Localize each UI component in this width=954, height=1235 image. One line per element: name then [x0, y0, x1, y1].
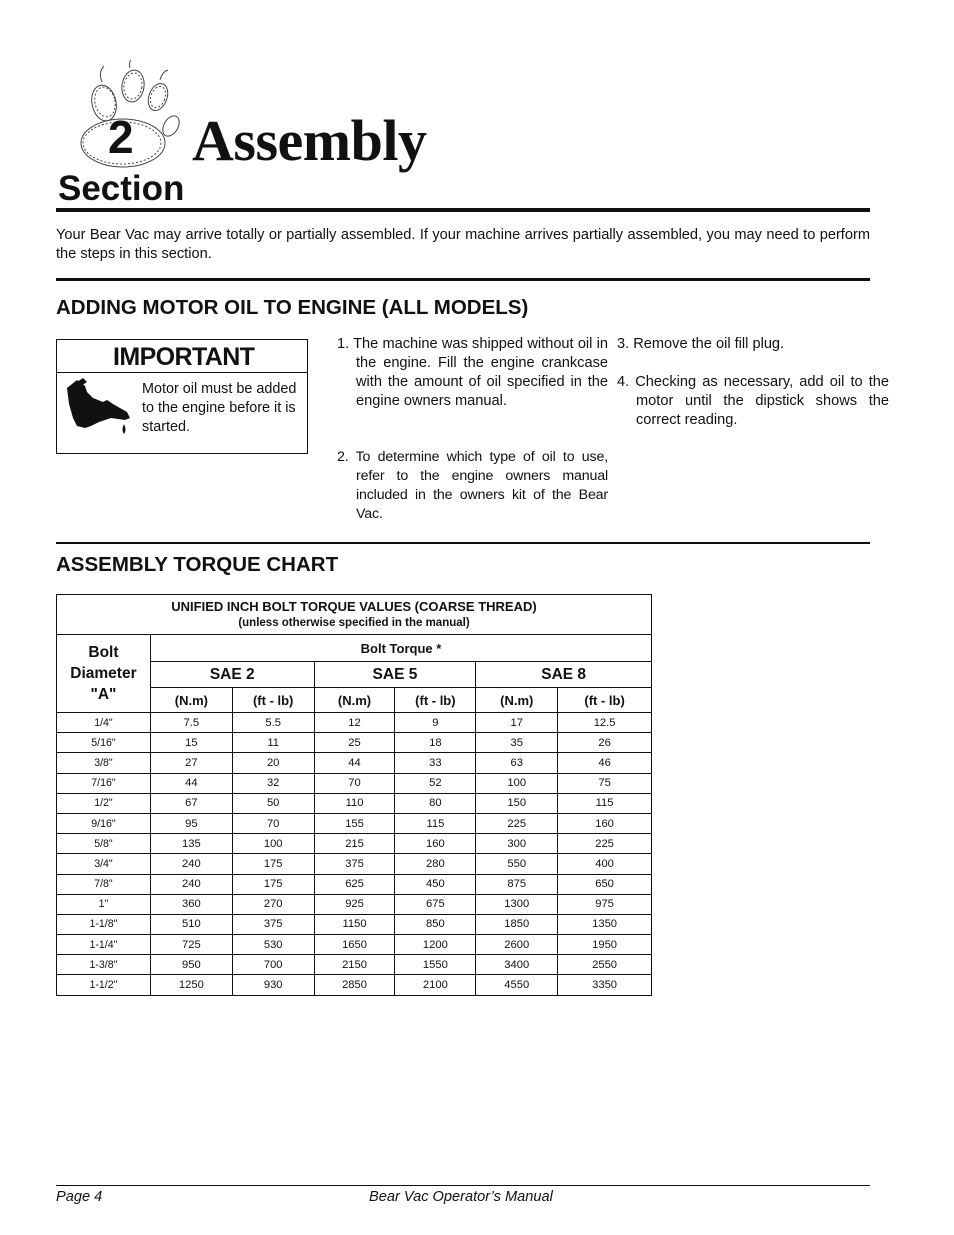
torque-value-cell: 270	[232, 894, 314, 914]
bolt-diameter-cell: 1/4"	[57, 713, 151, 733]
manual-title: Bear Vac Operator’s Manual	[369, 1189, 553, 1205]
torque-value-cell: 155	[314, 813, 395, 833]
torque-value-cell: 32	[232, 773, 314, 793]
footer-divider	[56, 1185, 870, 1186]
table-header-row	[57, 635, 652, 662]
torque-value-cell: 2600	[476, 935, 558, 955]
torque-value-cell: 530	[232, 935, 314, 955]
section-number: 2	[108, 111, 134, 163]
table-row	[57, 773, 652, 793]
torque-table	[56, 594, 652, 996]
torque-value-cell: 27	[150, 753, 232, 773]
important-notice	[56, 339, 308, 454]
torque-value-cell: 160	[558, 813, 652, 833]
torque-value-cell: 510	[150, 914, 232, 934]
torque-value-cell: 25	[314, 733, 395, 753]
torque-value-cell: 1300	[476, 894, 558, 914]
torque-value-cell: 1950	[558, 935, 652, 955]
torque-value-cell: 80	[395, 793, 476, 813]
bolt-torque-header: Bolt Torque *	[150, 635, 651, 662]
unit-header: (N.m)	[314, 688, 395, 713]
table-row	[57, 914, 652, 934]
torque-value-cell: 100	[232, 834, 314, 854]
bolt-diameter-cell: 1/2"	[57, 793, 151, 813]
torque-value-cell: 33	[395, 753, 476, 773]
torque-value-cell: 360	[150, 894, 232, 914]
torque-value-cell: 17	[476, 713, 558, 733]
torque-value-cell: 240	[150, 854, 232, 874]
torque-value-cell: 160	[395, 834, 476, 854]
torque-value-cell: 46	[558, 753, 652, 773]
bolt-diameter-cell: 1-1/2"	[57, 975, 151, 995]
table-row	[57, 874, 652, 894]
torque-value-cell: 225	[558, 834, 652, 854]
divider	[56, 542, 870, 544]
torque-value-cell: 240	[150, 874, 232, 894]
torque-value-cell: 95	[150, 813, 232, 833]
oil-section-heading: ADDING MOTOR OIL TO ENGINE (ALL MODELS)	[56, 296, 529, 319]
torque-value-cell: 20	[232, 753, 314, 773]
divider	[56, 208, 870, 212]
torque-value-cell: 11	[232, 733, 314, 753]
bolt-diameter-cell: 3/8"	[57, 753, 151, 773]
torque-value-cell: 400	[558, 854, 652, 874]
torque-value-cell: 12.5	[558, 713, 652, 733]
grade-header-sae5: SAE 5	[314, 662, 476, 688]
unit-header: (N.m)	[476, 688, 558, 713]
torque-value-cell: 175	[232, 874, 314, 894]
torque-value-cell: 1250	[150, 975, 232, 995]
unit-header: (ft - lb)	[558, 688, 652, 713]
torque-value-cell: 1350	[558, 914, 652, 934]
torque-value-cell: 44	[150, 773, 232, 793]
torque-value-cell: 135	[150, 834, 232, 854]
table-row	[57, 854, 652, 874]
torque-value-cell: 9	[395, 713, 476, 733]
torque-value-cell: 2550	[558, 955, 652, 975]
torque-value-cell: 7.5	[150, 713, 232, 733]
bolt-diameter-cell: 5/8"	[57, 834, 151, 854]
bolt-diameter-cell: 1-1/8"	[57, 914, 151, 934]
torque-value-cell: 115	[395, 813, 476, 833]
step-2: 2. To determine which type of oil to use, refer to the engine owners manual included in the owners kit of the Bear Vac.	[337, 449, 608, 522]
important-title: IMPORTANT	[57, 340, 307, 373]
important-text: Motor oil must be added to the engine before it is started.	[142, 381, 297, 435]
torque-value-cell: 100	[476, 773, 558, 793]
intro-paragraph: Your Bear Vac may arrive totally or partially assembled. If your machine arrives partially assembled, you may need to perform the steps in this section.	[56, 227, 870, 262]
bolt-header-line: "A"	[90, 686, 117, 703]
table-row	[57, 753, 652, 773]
torque-value-cell: 1200	[395, 935, 476, 955]
torque-value-cell: 625	[314, 874, 395, 894]
torque-value-cell: 550	[476, 854, 558, 874]
torque-value-cell: 450	[395, 874, 476, 894]
table-row	[57, 733, 652, 753]
bolt-diameter-cell: 1-1/4"	[57, 935, 151, 955]
torque-section-heading: ASSEMBLY TORQUE CHART	[56, 553, 339, 576]
torque-value-cell: 35	[476, 733, 558, 753]
torque-value-cell: 2150	[314, 955, 395, 975]
torque-value-cell: 175	[232, 854, 314, 874]
page-number: Page 4	[56, 1189, 103, 1205]
torque-value-cell: 2850	[314, 975, 395, 995]
bolt-diameter-header	[57, 635, 151, 713]
divider	[56, 278, 870, 281]
step-4: 4. Checking as necessary, add oil to the motor until the dipstick shows the correct reading.	[617, 374, 889, 428]
torque-value-cell: 4550	[476, 975, 558, 995]
torque-value-cell: 280	[395, 854, 476, 874]
page-title: Assembly	[192, 108, 427, 173]
torque-value-cell: 1650	[314, 935, 395, 955]
table-row	[57, 813, 652, 833]
torque-value-cell: 1850	[476, 914, 558, 934]
table-row	[57, 935, 652, 955]
torque-value-cell: 875	[476, 874, 558, 894]
unit-header: (ft - lb)	[232, 688, 314, 713]
table-row	[57, 713, 652, 733]
bolt-header-line: Bolt	[88, 644, 119, 661]
bolt-diameter-cell: 9/16"	[57, 813, 151, 833]
torque-value-cell: 700	[232, 955, 314, 975]
torque-value-cell: 3350	[558, 975, 652, 995]
bolt-diameter-cell: 1-3/8"	[57, 955, 151, 975]
table-title: UNIFIED INCH BOLT TORQUE VALUES (COARSE THREAD)	[171, 598, 537, 614]
torque-value-cell: 12	[314, 713, 395, 733]
torque-value-cell: 110	[314, 793, 395, 813]
grade-header-sae8: SAE 8	[476, 662, 652, 688]
unit-header: (N.m)	[150, 688, 232, 713]
torque-value-cell: 26	[558, 733, 652, 753]
torque-value-cell: 300	[476, 834, 558, 854]
torque-value-cell: 70	[232, 813, 314, 833]
torque-value-cell: 215	[314, 834, 395, 854]
torque-value-cell: 50	[232, 793, 314, 813]
bolt-diameter-cell: 1"	[57, 894, 151, 914]
torque-value-cell: 67	[150, 793, 232, 813]
table-row	[57, 793, 652, 813]
bolt-diameter-cell: 7/16"	[57, 773, 151, 793]
torque-value-cell: 225	[476, 813, 558, 833]
torque-value-cell: 1150	[314, 914, 395, 934]
torque-value-cell: 950	[150, 955, 232, 975]
section-label: Section	[58, 169, 185, 208]
torque-value-cell: 1550	[395, 955, 476, 975]
torque-value-cell: 975	[558, 894, 652, 914]
table-row	[57, 894, 652, 914]
torque-value-cell: 15	[150, 733, 232, 753]
grade-header-sae2: SAE 2	[150, 662, 314, 688]
torque-value-cell: 5.5	[232, 713, 314, 733]
table-row	[57, 975, 652, 995]
torque-value-cell: 925	[314, 894, 395, 914]
torque-value-cell: 675	[395, 894, 476, 914]
torque-value-cell: 18	[395, 733, 476, 753]
step-3: 3. Remove the oil fill plug.	[617, 336, 785, 352]
bolt-diameter-cell: 5/16"	[57, 733, 151, 753]
torque-value-cell: 75	[558, 773, 652, 793]
bolt-diameter-cell: 3/4"	[57, 854, 151, 874]
torque-value-cell: 930	[232, 975, 314, 995]
torque-value-cell: 850	[395, 914, 476, 934]
table-subtitle: (unless otherwise specified in the manual)	[238, 616, 470, 629]
table-row	[57, 834, 652, 854]
torque-value-cell: 375	[232, 914, 314, 934]
torque-value-cell: 70	[314, 773, 395, 793]
table-title-cell	[57, 595, 652, 635]
torque-value-cell: 63	[476, 753, 558, 773]
oil-can-icon	[63, 378, 135, 452]
torque-value-cell: 2100	[395, 975, 476, 995]
torque-value-cell: 3400	[476, 955, 558, 975]
table-title-row	[57, 595, 652, 635]
torque-value-cell: 375	[314, 854, 395, 874]
step-1: 1. The machine was shipped without oil in the engine. Fill the engine crankcase with the amount of oil specified in the engine owners manual.	[337, 336, 608, 409]
table-row	[57, 955, 652, 975]
torque-value-cell: 650	[558, 874, 652, 894]
torque-value-cell: 44	[314, 753, 395, 773]
torque-value-cell: 115	[558, 793, 652, 813]
paw-print-logo	[80, 60, 192, 170]
torque-value-cell: 52	[395, 773, 476, 793]
torque-value-cell: 150	[476, 793, 558, 813]
unit-header: (ft - lb)	[395, 688, 476, 713]
bolt-diameter-cell: 7/8"	[57, 874, 151, 894]
torque-value-cell: 725	[150, 935, 232, 955]
bolt-header-line: Diameter	[70, 665, 137, 682]
